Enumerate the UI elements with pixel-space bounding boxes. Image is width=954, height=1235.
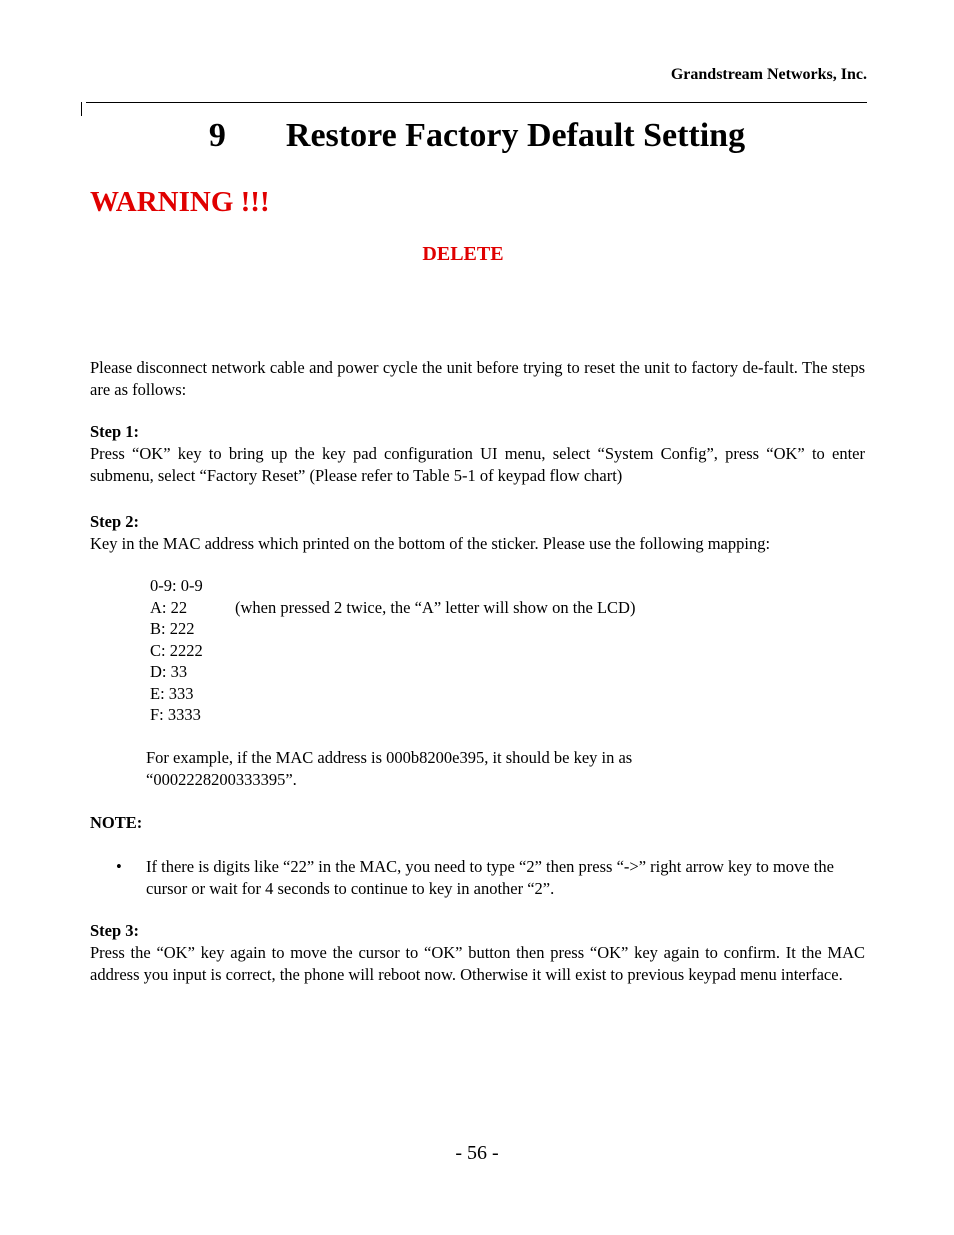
mapping-row	[150, 597, 790, 619]
step1-text: Press “OK” key to bring up the key pad configuration UI menu, select “System Config”, press “OK” to enter submenu, select “Factory Reset” (Please refer to Table 5-1 of keypad flow chart)	[90, 444, 865, 485]
change-bar	[81, 102, 82, 116]
header-rule	[86, 102, 867, 103]
mapping-key: 0-9: 0-9	[150, 576, 203, 595]
delete-emphasis: DELETE	[422, 243, 504, 265]
mapping-row	[150, 618, 790, 640]
mapping-row	[150, 683, 790, 705]
mapping-key: B: 222	[150, 619, 195, 638]
chapter-number: 9	[208, 117, 226, 154]
mapping-key: A: 22	[150, 597, 188, 617]
step3-text: Press the “OK” key again to move the cursor to “OK” button then press “OK” key again to confirm. It the MAC address you input is correct, the phone will reboot now. Otherwise it will exist to previous keypad menu interface.	[90, 943, 865, 984]
mapping-row	[150, 661, 790, 683]
note-bullet-text: If there is digits like “22” in the MAC, you need to type “2” then press “->” right arrow key to move the cursor or wait for 4 seconds to continue to key in another “2”.	[146, 857, 834, 898]
mac-example	[146, 747, 746, 790]
mapping-key: F: 3333	[150, 705, 201, 724]
mapping-key: E: 333	[150, 683, 194, 703]
key-mapping-list	[150, 575, 790, 726]
note-bullet-item	[110, 856, 866, 899]
chapter-title-text: Restore Factory Default Setting	[285, 117, 746, 154]
example-line: For example, if the MAC address is 000b8200e395, it should be key in as	[146, 748, 633, 767]
chapter-title	[0, 117, 954, 155]
warning-heading: WARNING !!!	[90, 186, 270, 218]
header-company-name: Grandstream Networks, Inc.	[670, 66, 867, 83]
mapping-key: C: 2222	[150, 640, 203, 660]
mapping-key: D: 33	[150, 662, 188, 681]
step2-text: Key in the MAC address which printed on the bottom of the sticker. Please use the following mapping:	[90, 534, 771, 553]
step2-label: Step 2:	[90, 512, 140, 531]
mapping-row	[150, 575, 790, 597]
step3-label: Step 3:	[90, 921, 140, 940]
example-line: “0002228200333395”.	[146, 769, 297, 789]
intro-paragraph: Please disconnect network cable and power cycle the unit before trying to reset the unit to factory de-fault. The steps are as follows:	[90, 358, 865, 399]
bullet-icon: •	[116, 857, 122, 876]
step1-label: Step 1:	[90, 422, 140, 441]
page-number: - 56 -	[455, 1142, 499, 1164]
mapping-row	[150, 704, 790, 726]
mapping-row	[150, 640, 790, 662]
note-label: NOTE:	[90, 813, 143, 832]
mapping-note: (when pressed 2 twice, the “A” letter will show on the LCD)	[235, 597, 636, 617]
